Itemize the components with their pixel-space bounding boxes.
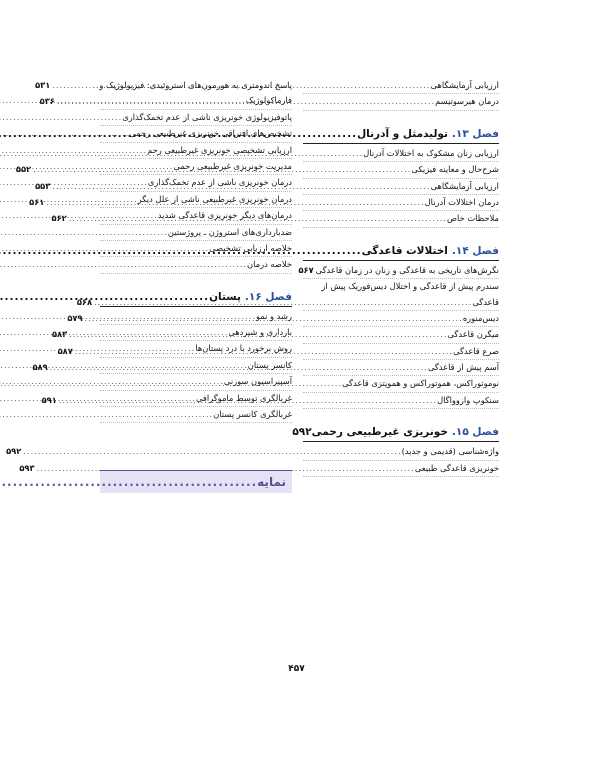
toc-entry (100, 407, 292, 423)
toc-entry (298, 263, 499, 279)
chapter-label: فصل ۱۴. (451, 244, 499, 257)
leader-dots (0, 93, 246, 108)
chapter-title: تولیدمثل و آدرنال (357, 127, 448, 140)
entry-title: سندرم پیش از قاعدگی و اختلال دیس‌فوریک پیش از (321, 281, 499, 292)
entry-page: ۵۷۹ (67, 312, 83, 323)
leader-dots (0, 225, 168, 240)
chapter-label: فصل ۱۵. (451, 426, 499, 439)
leader-dots (0, 407, 213, 422)
leader-dots (0, 175, 148, 190)
leader-dots (0, 110, 122, 125)
entry-title: خلاصه ارزیابی تشخیصی (209, 242, 292, 253)
toc-entry (100, 78, 292, 93)
toc-entry (100, 192, 292, 208)
toc-entry (100, 257, 292, 273)
chapter-15-heading (292, 423, 499, 442)
entry-title: مدیریت خونریزی غیرطبیعی رحمی (173, 160, 292, 171)
leader-dots (0, 374, 224, 389)
toc-entry (100, 309, 292, 325)
toc-entry (100, 374, 292, 390)
chapter-label: فصل ۱۳. (451, 127, 499, 140)
leader-dots (0, 126, 129, 141)
leader-dots (0, 208, 158, 223)
entry-title: درمان‌های دیگر خونریزی قاعدگی شدید (157, 210, 292, 221)
entry-title: دیس‌منوره (462, 312, 499, 323)
chapter-page: ۵۹۲ (292, 426, 312, 439)
entry-title: غربالگری کانسر پستان (213, 409, 292, 420)
toc-entry (100, 159, 292, 175)
chapter-title: خونریزی غیرطبیعی رحمی (311, 426, 448, 439)
index-title: نمایه (257, 475, 286, 489)
chapter-label: فصل ۱۶. (244, 290, 292, 303)
entry-title: نوموتوراکس، هموتوراکس و هموپتزی قاعدگی (342, 378, 499, 389)
entry-page: ۵۳۶ (39, 96, 55, 107)
entry-title: پاتوفیزیولوژی خونریزی ناشی از عدم تخمک‌گذاری (122, 111, 292, 122)
entry-title: خونریزی قاعدگی طبیعی (414, 462, 499, 473)
chapter-title: اختلالات قاعدگی (361, 244, 448, 257)
toc-entry (100, 358, 292, 374)
toc-entry (100, 208, 292, 224)
entry-title: میگرن قاعدگی (447, 329, 499, 340)
toc-entry (19, 461, 499, 477)
toc-entry (100, 93, 292, 109)
leader-dots (0, 341, 195, 356)
entry-page: ۵۹۳ (19, 462, 35, 473)
entry-title: آسپیراسیون سوزنی (223, 376, 292, 387)
entry-title: ارزیابی زنان مشکوک به اختلالات آدرنال (363, 147, 499, 158)
entry-page: ۵۸۳ (51, 329, 68, 340)
entry-title: ارزیابی آزمایشگاهی (430, 80, 499, 90)
toc-section-continued (100, 78, 292, 274)
entry-page: ۵۵۳ (35, 180, 51, 191)
chapter-16-entries (100, 309, 292, 424)
chapter-13-heading (303, 125, 499, 144)
toc-left-column (100, 78, 292, 423)
toc-entry (100, 225, 292, 241)
leader-dots (0, 192, 138, 207)
leader-dots (0, 309, 256, 324)
entry-title: ارزیابی آزمایشگاهی (430, 180, 499, 191)
leader-dots (0, 325, 228, 340)
chapter-15-entries (6, 444, 499, 477)
entry-title: قاعدگی (472, 296, 499, 307)
entry-title: آسم پیش از قاعدگی (427, 362, 499, 373)
entry-title: بارداری و شیردهی (228, 327, 292, 338)
entry-page: ۵۹۲ (6, 446, 22, 457)
entry-page: ۵۹۱ (41, 394, 57, 405)
entry-page: ۵۳۱ (35, 80, 51, 90)
entry-page: ۵۸۹ (32, 362, 48, 373)
entry-title: درمان خونریزی ناشی از عدم تخمک‌گذاری (147, 177, 292, 188)
leader-dots (0, 143, 147, 158)
toc-entry (100, 126, 292, 142)
entry-title: ارزیابی تشخیصی خونریزی غیرطبیعی رحم (147, 144, 292, 155)
entry-title: غربالگری توسط ماموگرافی (195, 392, 292, 403)
toc-entry (100, 241, 292, 257)
chapter-14-heading (303, 242, 499, 261)
entry-title: ملاحظات خاص (447, 213, 499, 224)
entry-title: سنکوپ وازوواگال (437, 394, 499, 405)
chapter-16-heading (100, 288, 292, 307)
entry-title: کانسر پستان (247, 359, 292, 370)
entry-title: صرع قاعدگی (453, 345, 499, 356)
leader-dots (0, 288, 209, 306)
toc-entry (303, 376, 499, 392)
entry-title: رشد و نمو (256, 310, 292, 321)
chapter-title: پستان (209, 290, 241, 303)
toc-entry (100, 341, 292, 357)
toc-entry (303, 146, 499, 162)
toc-entry (100, 325, 292, 341)
leader-dots (0, 391, 196, 406)
entry-page: ۵۶۲ (51, 213, 67, 224)
toc-entry (100, 143, 292, 159)
entry-title: شرح‌حال و معاینه فیزیکی (411, 164, 499, 175)
toc-entry (6, 444, 499, 460)
entry-title: ضدبارداری‌های استروژن ـ پروژستین (167, 226, 292, 237)
entry-page: ۵۵۲ (15, 164, 32, 175)
toc-entry (100, 110, 292, 126)
leader-dots (0, 257, 247, 272)
leader-dots (0, 241, 209, 256)
leader-dots (0, 475, 257, 489)
entry-page: ۵۶۸ (76, 296, 93, 307)
entry-page: ۵۶۷ (298, 264, 314, 275)
entry-title: پاسخ اندومتری به هورمون‌های استروئیدی: فیزیولوژیک و (99, 80, 292, 90)
leader-dots (0, 358, 248, 373)
toc-entry (303, 279, 499, 294)
toc-entry (100, 391, 292, 407)
page-number: ۴۵۷ (288, 664, 305, 674)
entry-title: روش برخورد با درد پستان‌ها (195, 343, 292, 354)
entry-title: درمان هیرسوتیسم (435, 96, 499, 107)
entry-title: نگرش‌های تاریخی به قاعدگی و زنان در زمان قاعدگی (315, 264, 499, 275)
entry-page: ۵۶۱ (29, 196, 45, 207)
entry-title: درمان اختلالات آدرنال (424, 196, 499, 207)
entry-title: خلاصه درمان (247, 259, 292, 270)
entry-title: واژه‌شناسی (قدیمی و جدید) (401, 446, 499, 457)
entry-title: تشخیص‌های افتراقی خونریزی غیرطبیعی رحمی (129, 128, 292, 139)
leader-dots (23, 444, 401, 459)
entry-title: فارماکولوژیک (245, 95, 292, 106)
leader-dots (0, 159, 173, 174)
entry-page: ۵۸۷ (57, 345, 73, 356)
toc-entry (100, 175, 292, 191)
index-entry (100, 470, 292, 493)
entry-title: درمان خونریزی غیرطبیعی ناشی از علل دیگر (137, 193, 292, 204)
